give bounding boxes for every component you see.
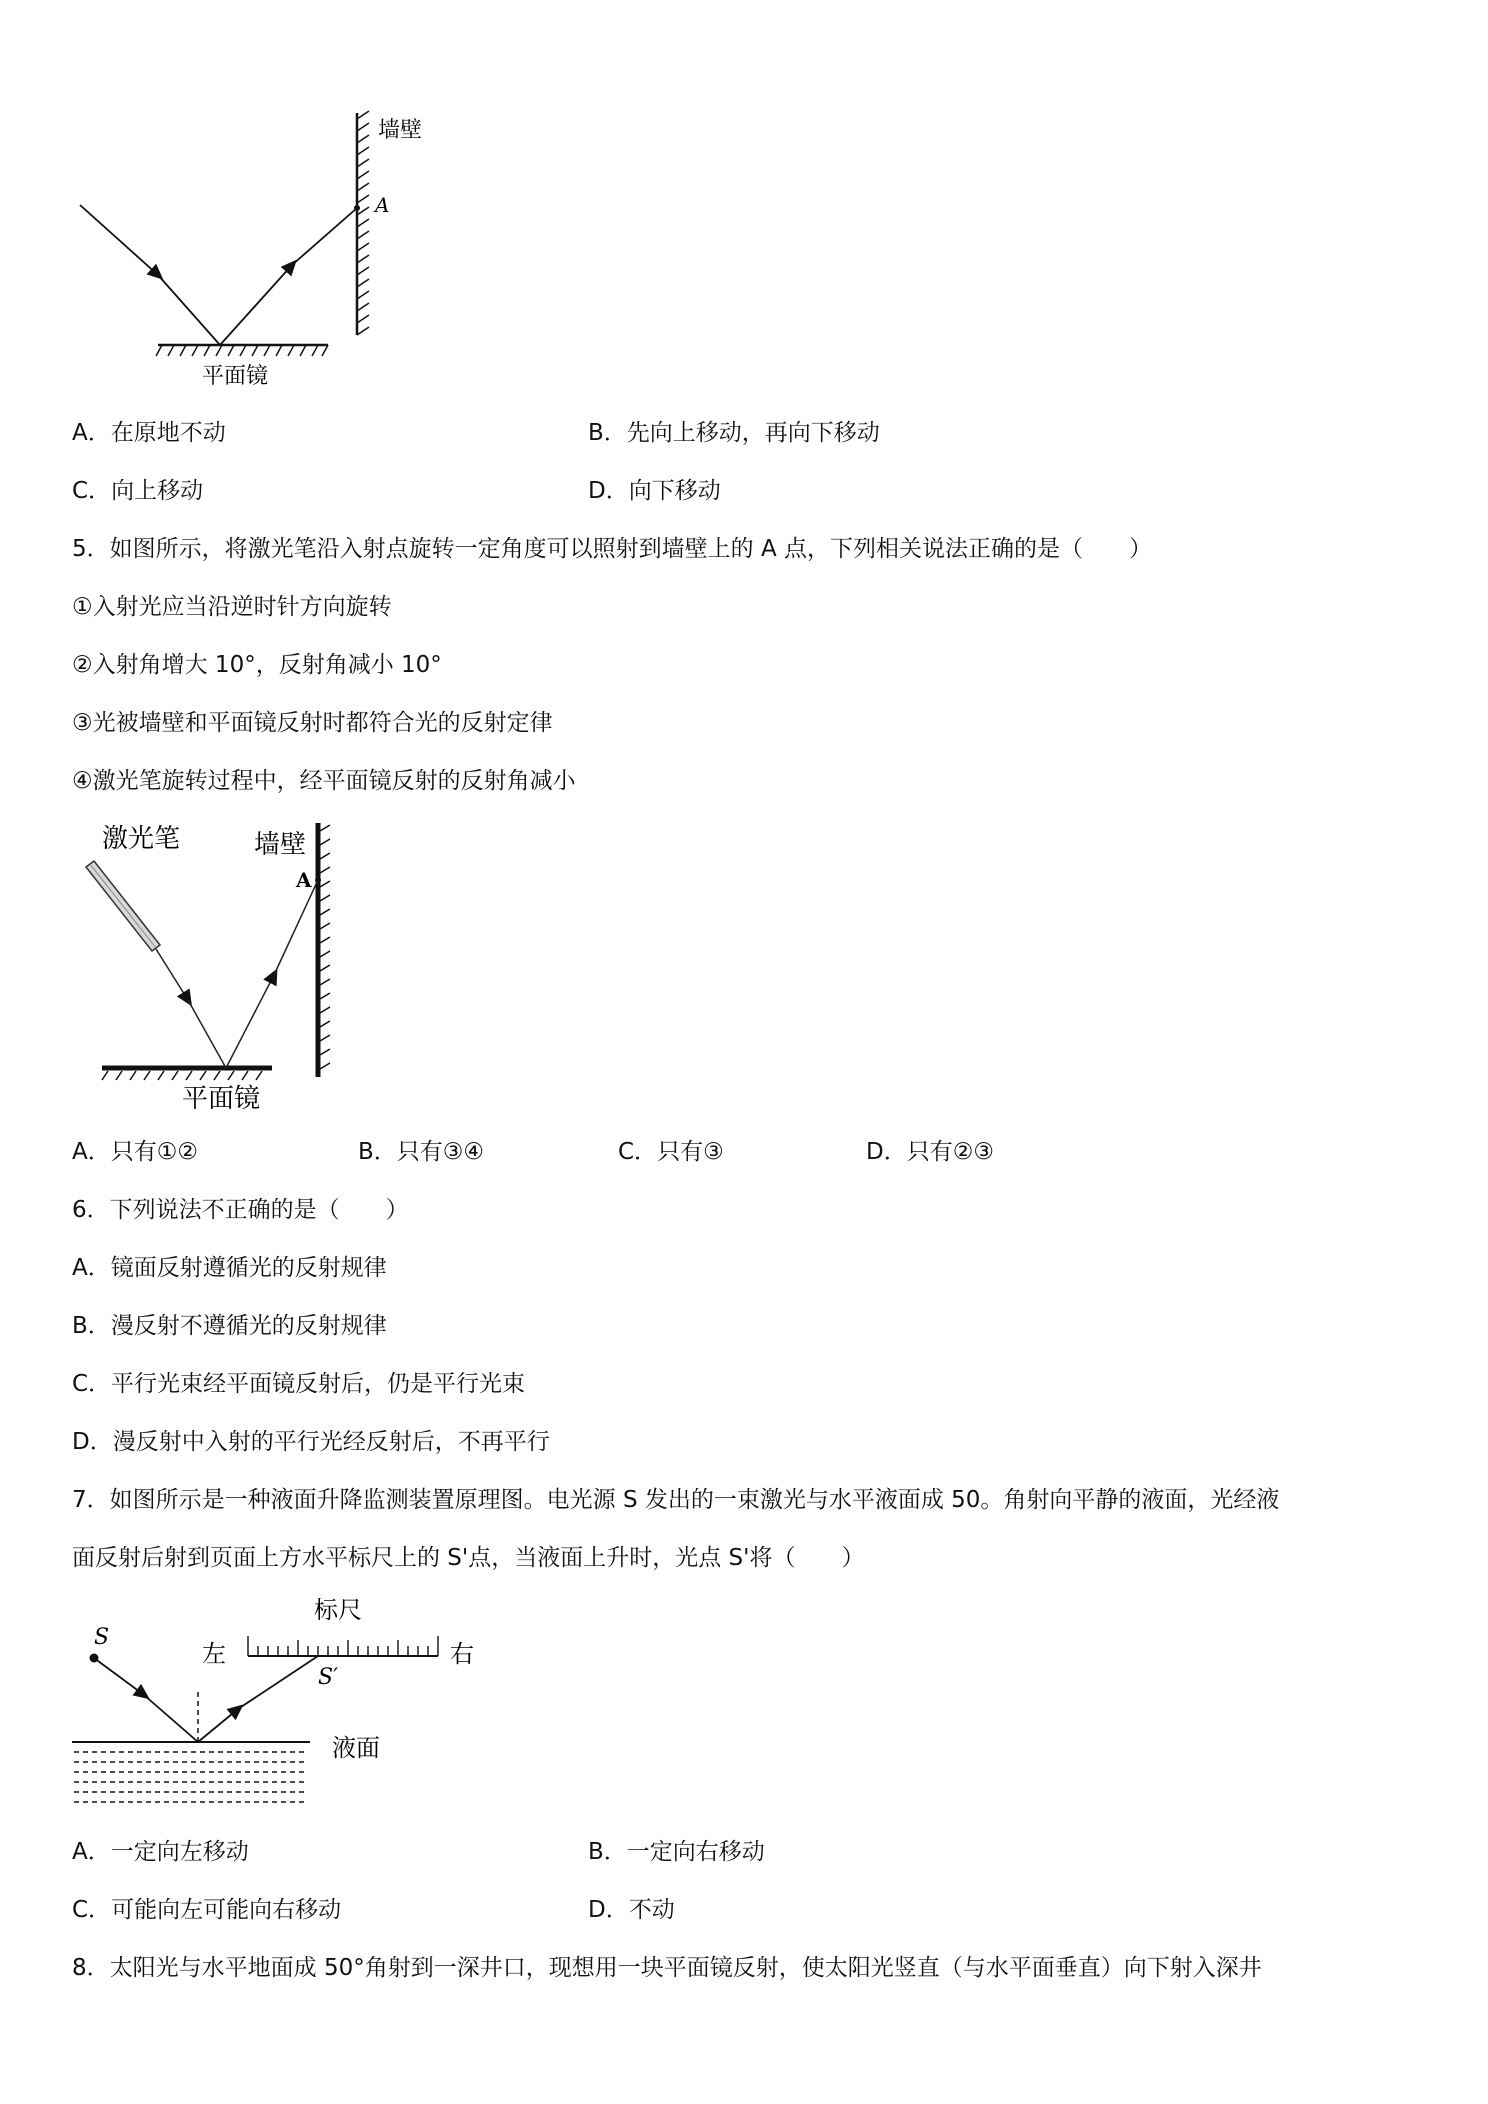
q5-wall-hatch	[320, 825, 330, 1069]
fig1-point-a-label: A	[375, 193, 390, 217]
q5-option-a[interactable]: A．只有①②	[72, 1139, 198, 1165]
q8-stem-line1: 8．太阳光与水平地面成 50°角射到一深井口，现想用一块平面镜反射，使太阳光竖直（与水平面垂直）向下射入深井	[72, 1955, 1262, 1981]
q7-option-b[interactable]: B．一定向右移动	[588, 1839, 765, 1865]
q5-incident-ray	[156, 949, 188, 1000]
q7-reflected-ray	[198, 1709, 238, 1742]
q7-ruler-ticks	[248, 1636, 438, 1656]
fig1-mirror-hatch	[156, 345, 328, 356]
fig1-incident-ray	[80, 205, 158, 275]
q6-option-a[interactable]: A．镜面反射遵循光的反射规律	[72, 1255, 387, 1281]
fig1-point-a-dot	[354, 205, 360, 211]
q6-option-b[interactable]: B．漫反射不遵循光的反射规律	[72, 1313, 387, 1339]
laser-pen-icon	[86, 861, 160, 951]
q6-option-c[interactable]: C．平行光束经平面镜反射后，仍是平行光束	[72, 1371, 526, 1397]
q7-ruler-label: 标尺	[314, 1596, 362, 1624]
q5-option-d[interactable]: D．只有②③	[866, 1139, 994, 1165]
q5-statement-2: ②入射角增大 10°，反射角减小 10°	[72, 652, 442, 678]
q5-statement-3: ③光被墙壁和平面镜反射时都符合光的反射定律	[72, 710, 553, 736]
q5-point-a-label: A	[296, 868, 312, 892]
q5-option-b[interactable]: B．只有③④	[358, 1139, 485, 1165]
q7-option-c[interactable]: C．可能向左可能向右移动	[72, 1897, 342, 1923]
q7-option-d[interactable]: D．不动	[588, 1897, 675, 1923]
q5-option-c[interactable]: C．只有③	[618, 1139, 724, 1165]
q7-left-label: 左	[202, 1640, 226, 1668]
q5-statement-1: ①入射光应当沿逆时针方向旋转	[72, 594, 392, 620]
q4-option-a[interactable]: A．在原地不动	[72, 420, 226, 446]
q5-mirror-hatch	[102, 1071, 262, 1080]
q5-stem: 5．如图所示，将激光笔沿入射点旋转一定角度可以照射到墙壁上的 A 点，下列相关说法正确的是（ ）	[72, 536, 1152, 562]
q5-mirror-label: 平面镜	[182, 1084, 261, 1114]
q5-reflected-ray	[226, 975, 274, 1068]
q7-incident-ray	[94, 1658, 144, 1695]
fig1-mirror-label: 平面镜	[202, 364, 269, 389]
q7-stem-line1: 7．如图所示是一种液面升降监测装置原理图。电光源 S 发出的一束激光与水平液面成 50。角射向平静的液面，光经液	[72, 1487, 1280, 1513]
q7-stem-line2: 面反射后射到页面上方水平标尺上的 S'点，当液面上升时，光点 S'将（ ）	[72, 1545, 865, 1571]
q7-liquid-level-diagram	[66, 1592, 474, 1822]
q5-laser-diagram	[72, 815, 362, 1115]
q7-right-label: 右	[450, 1640, 474, 1668]
fig1-reflection-diagram	[60, 105, 460, 395]
q7-option-a[interactable]: A．一定向左移动	[72, 1839, 249, 1865]
q4-option-b[interactable]: B．先向上移动，再向下移动	[588, 420, 880, 446]
q4-option-d[interactable]: D．向下移动	[588, 478, 721, 504]
q7-liquid-hatch	[74, 1752, 306, 1802]
q7-liquid-label: 液面	[332, 1734, 380, 1762]
q5-statement-4: ④激光笔旋转过程中，经平面镜反射的反射角减小	[72, 768, 576, 794]
q7-spot-label: S′	[318, 1665, 339, 1690]
q4-option-c[interactable]: C．向上移动	[72, 478, 204, 504]
fig1-wall-label: 墙壁	[378, 118, 423, 143]
fig1-wall-hatch	[357, 111, 369, 335]
q6-option-d[interactable]: D．漫反射中入射的平行光经反射后，不再平行	[72, 1429, 550, 1455]
q7-source-label: S	[94, 1625, 110, 1650]
fig1-reflected-ray	[220, 265, 292, 345]
q5-pen-label: 激光笔	[102, 824, 181, 854]
q6-stem: 6．下列说法不正确的是（ ）	[72, 1197, 409, 1223]
q5-wall-label: 墙壁	[254, 830, 307, 860]
